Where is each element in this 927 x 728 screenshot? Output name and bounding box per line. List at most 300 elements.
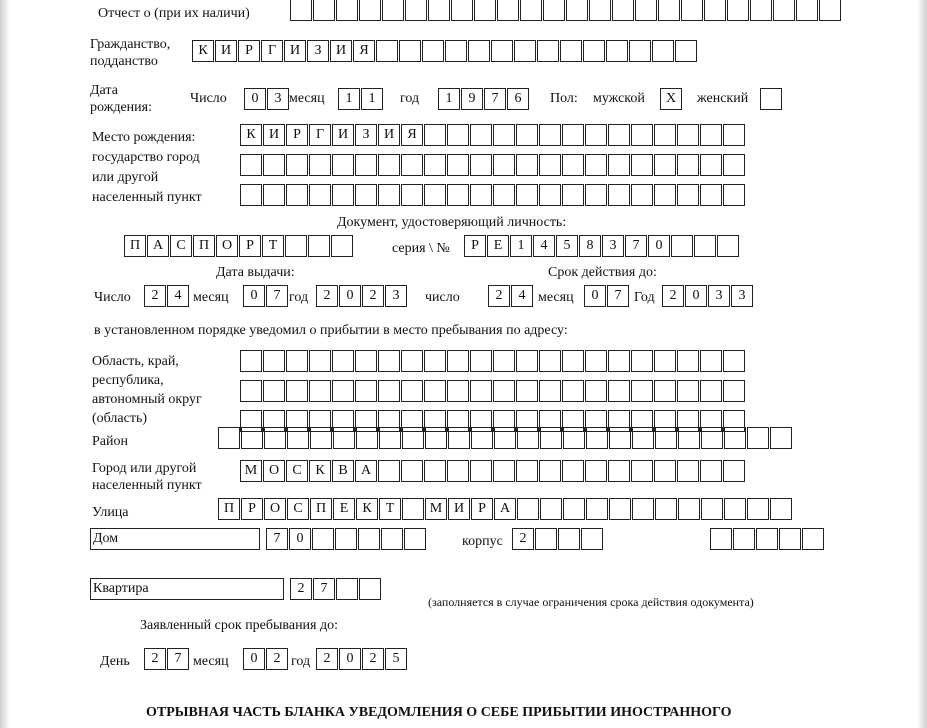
char-cell[interactable] bbox=[747, 427, 769, 449]
char-cell[interactable] bbox=[717, 235, 739, 257]
char-cell[interactable] bbox=[723, 460, 745, 482]
char-cell[interactable] bbox=[356, 427, 378, 449]
char-cell[interactable] bbox=[378, 350, 400, 372]
char-cell[interactable] bbox=[710, 528, 732, 550]
char-cell[interactable] bbox=[218, 427, 240, 449]
char-cell[interactable]: И bbox=[330, 40, 352, 62]
char-cell[interactable]: 2 bbox=[662, 285, 684, 307]
char-cell[interactable] bbox=[539, 380, 561, 402]
char-cell[interactable] bbox=[424, 350, 446, 372]
char-cell[interactable] bbox=[401, 380, 423, 402]
char-cell[interactable] bbox=[355, 380, 377, 402]
char-cell[interactable] bbox=[540, 427, 562, 449]
char-cell[interactable] bbox=[724, 427, 746, 449]
char-cell[interactable]: 3 bbox=[731, 285, 753, 307]
char-cell[interactable] bbox=[263, 184, 285, 206]
char-cell[interactable] bbox=[359, 0, 381, 21]
char-cell[interactable] bbox=[514, 40, 536, 62]
char-cell[interactable]: П bbox=[193, 235, 215, 257]
char-cell[interactable] bbox=[240, 350, 262, 372]
char-cell[interactable] bbox=[286, 184, 308, 206]
char-cell[interactable] bbox=[727, 0, 749, 21]
char-cell[interactable]: 3 bbox=[708, 285, 730, 307]
char-cell[interactable] bbox=[425, 427, 447, 449]
char-cell[interactable] bbox=[516, 184, 538, 206]
char-cell[interactable] bbox=[493, 124, 515, 146]
char-cell[interactable] bbox=[404, 528, 426, 550]
char-cell[interactable] bbox=[470, 350, 492, 372]
char-cell[interactable] bbox=[263, 350, 285, 372]
char-cell[interactable] bbox=[286, 380, 308, 402]
char-cell[interactable] bbox=[770, 498, 792, 520]
char-cell[interactable] bbox=[355, 350, 377, 372]
char-cell[interactable]: И bbox=[284, 40, 306, 62]
char-cell[interactable]: О bbox=[216, 235, 238, 257]
char-cell[interactable] bbox=[609, 427, 631, 449]
char-cell[interactable] bbox=[770, 427, 792, 449]
char-cell[interactable] bbox=[424, 460, 446, 482]
char-cell[interactable] bbox=[701, 498, 723, 520]
female-checkbox[interactable] bbox=[760, 88, 782, 110]
char-cell[interactable] bbox=[589, 0, 611, 21]
char-cell[interactable] bbox=[677, 350, 699, 372]
char-cell[interactable]: 0 bbox=[243, 648, 265, 670]
char-cell[interactable]: Р bbox=[471, 498, 493, 520]
char-cell[interactable] bbox=[750, 0, 772, 21]
char-cell[interactable] bbox=[632, 427, 654, 449]
char-cell[interactable]: Я bbox=[353, 40, 375, 62]
char-cell[interactable] bbox=[700, 380, 722, 402]
char-cell[interactable] bbox=[493, 184, 515, 206]
char-cell[interactable] bbox=[747, 498, 769, 520]
char-cell[interactable] bbox=[382, 0, 404, 21]
char-cell[interactable] bbox=[562, 380, 584, 402]
char-cell[interactable]: Я bbox=[401, 124, 423, 146]
char-cell[interactable] bbox=[447, 460, 469, 482]
char-cell[interactable] bbox=[493, 350, 515, 372]
char-cell[interactable] bbox=[632, 498, 654, 520]
char-cell[interactable] bbox=[405, 0, 427, 21]
char-cell[interactable]: П bbox=[218, 498, 240, 520]
char-cell[interactable] bbox=[376, 40, 398, 62]
char-cell[interactable] bbox=[681, 0, 703, 21]
char-cell[interactable] bbox=[700, 350, 722, 372]
char-cell[interactable] bbox=[585, 380, 607, 402]
char-cell[interactable] bbox=[562, 154, 584, 176]
char-cell[interactable] bbox=[493, 380, 515, 402]
char-cell[interactable] bbox=[540, 498, 562, 520]
char-cell[interactable] bbox=[701, 427, 723, 449]
char-cell[interactable] bbox=[313, 0, 335, 21]
char-cell[interactable]: 0 bbox=[685, 285, 707, 307]
char-cell[interactable]: Р bbox=[241, 498, 263, 520]
char-cell[interactable] bbox=[308, 235, 330, 257]
char-cell[interactable] bbox=[285, 235, 307, 257]
char-cell[interactable] bbox=[424, 184, 446, 206]
char-cell[interactable]: 4 bbox=[167, 285, 189, 307]
char-cell[interactable] bbox=[677, 184, 699, 206]
char-cell[interactable]: 2 bbox=[266, 648, 288, 670]
char-cell[interactable] bbox=[558, 528, 580, 550]
char-cell[interactable] bbox=[493, 460, 515, 482]
char-cell[interactable] bbox=[658, 0, 680, 21]
char-cell[interactable] bbox=[655, 427, 677, 449]
char-cell[interactable] bbox=[678, 498, 700, 520]
char-cell[interactable] bbox=[700, 154, 722, 176]
char-cell[interactable]: Г bbox=[261, 40, 283, 62]
char-cell[interactable]: И bbox=[215, 40, 237, 62]
char-cell[interactable]: Г bbox=[309, 124, 331, 146]
char-cell[interactable]: 1 bbox=[361, 88, 383, 110]
char-cell[interactable] bbox=[470, 184, 492, 206]
char-cell[interactable] bbox=[381, 528, 403, 550]
char-cell[interactable] bbox=[631, 350, 653, 372]
char-cell[interactable] bbox=[539, 184, 561, 206]
char-cell[interactable]: А bbox=[355, 460, 377, 482]
char-cell[interactable] bbox=[585, 154, 607, 176]
char-cell[interactable]: К bbox=[309, 460, 331, 482]
char-cell[interactable] bbox=[379, 427, 401, 449]
char-cell[interactable] bbox=[312, 528, 334, 550]
char-cell[interactable] bbox=[700, 184, 722, 206]
char-cell[interactable] bbox=[494, 427, 516, 449]
char-cell[interactable] bbox=[586, 427, 608, 449]
char-cell[interactable] bbox=[586, 498, 608, 520]
char-cell[interactable]: С bbox=[286, 460, 308, 482]
char-cell[interactable] bbox=[635, 0, 657, 21]
char-cell[interactable] bbox=[654, 124, 676, 146]
char-cell[interactable] bbox=[355, 184, 377, 206]
char-cell[interactable] bbox=[470, 154, 492, 176]
char-cell[interactable]: 2 bbox=[488, 285, 510, 307]
char-cell[interactable]: 0 bbox=[244, 88, 266, 110]
char-cell[interactable]: 0 bbox=[339, 648, 361, 670]
char-cell[interactable]: Т bbox=[262, 235, 284, 257]
char-cell[interactable]: 1 bbox=[510, 235, 532, 257]
char-cell[interactable] bbox=[451, 0, 473, 21]
char-cell[interactable] bbox=[470, 124, 492, 146]
char-cell[interactable] bbox=[445, 40, 467, 62]
char-cell[interactable] bbox=[560, 40, 582, 62]
char-cell[interactable]: 7 bbox=[625, 235, 647, 257]
char-cell[interactable] bbox=[608, 184, 630, 206]
char-cell[interactable] bbox=[378, 460, 400, 482]
char-cell[interactable] bbox=[608, 350, 630, 372]
char-cell[interactable]: 6 bbox=[507, 88, 529, 110]
char-cell[interactable]: Е bbox=[487, 235, 509, 257]
char-cell[interactable] bbox=[779, 528, 801, 550]
char-cell[interactable] bbox=[678, 427, 700, 449]
char-cell[interactable] bbox=[608, 460, 630, 482]
char-cell[interactable] bbox=[331, 235, 353, 257]
char-cell[interactable] bbox=[733, 528, 755, 550]
char-cell[interactable] bbox=[581, 528, 603, 550]
char-cell[interactable] bbox=[585, 460, 607, 482]
char-cell[interactable]: Е bbox=[333, 498, 355, 520]
char-cell[interactable] bbox=[700, 460, 722, 482]
char-cell[interactable]: Р bbox=[286, 124, 308, 146]
char-cell[interactable] bbox=[309, 184, 331, 206]
char-cell[interactable] bbox=[723, 350, 745, 372]
char-cell[interactable]: 2 bbox=[144, 648, 166, 670]
char-cell[interactable] bbox=[654, 460, 676, 482]
char-cell[interactable]: С bbox=[287, 498, 309, 520]
char-cell[interactable]: Р bbox=[464, 235, 486, 257]
char-cell[interactable] bbox=[671, 235, 693, 257]
char-cell[interactable] bbox=[401, 184, 423, 206]
char-cell[interactable]: К bbox=[240, 124, 262, 146]
char-cell[interactable] bbox=[539, 124, 561, 146]
male-checkbox[interactable]: Х bbox=[660, 88, 682, 110]
char-cell[interactable]: И bbox=[378, 124, 400, 146]
char-cell[interactable]: 2 bbox=[316, 648, 338, 670]
char-cell[interactable] bbox=[491, 40, 513, 62]
char-cell[interactable] bbox=[562, 124, 584, 146]
char-cell[interactable] bbox=[654, 350, 676, 372]
char-cell[interactable] bbox=[332, 350, 354, 372]
char-cell[interactable] bbox=[335, 528, 357, 550]
char-cell[interactable] bbox=[333, 427, 355, 449]
char-cell[interactable] bbox=[448, 427, 470, 449]
char-cell[interactable] bbox=[399, 40, 421, 62]
char-cell[interactable] bbox=[539, 154, 561, 176]
char-cell[interactable]: О bbox=[263, 460, 285, 482]
char-cell[interactable] bbox=[424, 380, 446, 402]
char-cell[interactable] bbox=[336, 578, 358, 600]
char-cell[interactable] bbox=[378, 154, 400, 176]
char-cell[interactable]: 7 bbox=[266, 528, 288, 550]
char-cell[interactable] bbox=[631, 154, 653, 176]
char-cell[interactable] bbox=[332, 154, 354, 176]
char-cell[interactable]: Р bbox=[238, 40, 260, 62]
char-cell[interactable]: А bbox=[494, 498, 516, 520]
char-cell[interactable] bbox=[240, 184, 262, 206]
char-cell[interactable]: 8 bbox=[579, 235, 601, 257]
char-cell[interactable] bbox=[723, 380, 745, 402]
char-cell[interactable] bbox=[585, 184, 607, 206]
char-cell[interactable] bbox=[563, 498, 585, 520]
char-cell[interactable] bbox=[723, 124, 745, 146]
char-cell[interactable] bbox=[516, 124, 538, 146]
char-cell[interactable] bbox=[543, 0, 565, 21]
char-cell[interactable]: 7 bbox=[484, 88, 506, 110]
char-cell[interactable] bbox=[539, 460, 561, 482]
char-cell[interactable] bbox=[562, 460, 584, 482]
char-cell[interactable]: И bbox=[263, 124, 285, 146]
char-cell[interactable]: 2 bbox=[362, 648, 384, 670]
char-cell[interactable]: Т bbox=[379, 498, 401, 520]
char-cell[interactable] bbox=[263, 380, 285, 402]
char-cell[interactable]: Р bbox=[239, 235, 261, 257]
char-cell[interactable] bbox=[631, 460, 653, 482]
char-cell[interactable] bbox=[654, 184, 676, 206]
char-cell[interactable] bbox=[309, 350, 331, 372]
char-cell[interactable] bbox=[756, 528, 778, 550]
char-cell[interactable]: 7 bbox=[607, 285, 629, 307]
char-cell[interactable]: П bbox=[124, 235, 146, 257]
char-cell[interactable] bbox=[585, 350, 607, 372]
char-cell[interactable]: 2 bbox=[362, 285, 384, 307]
char-cell[interactable]: 2 bbox=[144, 285, 166, 307]
char-cell[interactable] bbox=[447, 154, 469, 176]
char-cell[interactable]: 7 bbox=[266, 285, 288, 307]
char-cell[interactable] bbox=[585, 124, 607, 146]
char-cell[interactable] bbox=[773, 0, 795, 21]
char-cell[interactable] bbox=[562, 350, 584, 372]
char-cell[interactable]: С bbox=[170, 235, 192, 257]
char-cell[interactable] bbox=[612, 0, 634, 21]
char-cell[interactable] bbox=[629, 40, 651, 62]
char-cell[interactable] bbox=[263, 154, 285, 176]
char-cell[interactable]: 3 bbox=[602, 235, 624, 257]
char-cell[interactable] bbox=[470, 380, 492, 402]
char-cell[interactable]: 3 bbox=[385, 285, 407, 307]
char-cell[interactable]: 3 bbox=[267, 88, 289, 110]
char-cell[interactable] bbox=[310, 427, 332, 449]
char-cell[interactable]: 7 bbox=[167, 648, 189, 670]
char-cell[interactable] bbox=[355, 154, 377, 176]
char-cell[interactable]: 0 bbox=[648, 235, 670, 257]
char-cell[interactable] bbox=[654, 380, 676, 402]
char-cell[interactable] bbox=[359, 578, 381, 600]
char-cell[interactable]: 0 bbox=[584, 285, 606, 307]
char-cell[interactable] bbox=[652, 40, 674, 62]
char-cell[interactable] bbox=[447, 184, 469, 206]
char-cell[interactable]: 5 bbox=[385, 648, 407, 670]
char-cell[interactable] bbox=[724, 498, 746, 520]
char-cell[interactable]: В bbox=[332, 460, 354, 482]
char-cell[interactable] bbox=[309, 154, 331, 176]
char-cell[interactable] bbox=[264, 427, 286, 449]
char-cell[interactable] bbox=[516, 350, 538, 372]
char-cell[interactable] bbox=[286, 350, 308, 372]
char-cell[interactable] bbox=[700, 124, 722, 146]
char-cell[interactable] bbox=[677, 380, 699, 402]
char-cell[interactable] bbox=[286, 154, 308, 176]
char-cell[interactable] bbox=[240, 154, 262, 176]
char-cell[interactable] bbox=[516, 154, 538, 176]
char-cell[interactable]: З bbox=[307, 40, 329, 62]
char-cell[interactable] bbox=[583, 40, 605, 62]
char-cell[interactable]: 0 bbox=[289, 528, 311, 550]
char-cell[interactable]: П bbox=[310, 498, 332, 520]
char-cell[interactable] bbox=[447, 350, 469, 372]
char-cell[interactable] bbox=[378, 184, 400, 206]
char-cell[interactable] bbox=[402, 427, 424, 449]
char-cell[interactable] bbox=[290, 0, 312, 21]
char-cell[interactable] bbox=[470, 460, 492, 482]
char-cell[interactable]: 1 bbox=[438, 88, 460, 110]
char-cell[interactable] bbox=[428, 0, 450, 21]
char-cell[interactable]: К bbox=[356, 498, 378, 520]
char-cell[interactable] bbox=[358, 528, 380, 550]
char-cell[interactable] bbox=[606, 40, 628, 62]
char-cell[interactable] bbox=[723, 154, 745, 176]
char-cell[interactable]: М bbox=[240, 460, 262, 482]
char-cell[interactable] bbox=[723, 184, 745, 206]
char-cell[interactable] bbox=[631, 380, 653, 402]
char-cell[interactable]: 4 bbox=[533, 235, 555, 257]
char-cell[interactable]: 0 bbox=[339, 285, 361, 307]
char-cell[interactable] bbox=[424, 154, 446, 176]
char-cell[interactable] bbox=[447, 380, 469, 402]
char-cell[interactable] bbox=[497, 0, 519, 21]
char-cell[interactable] bbox=[401, 154, 423, 176]
char-cell[interactable] bbox=[654, 154, 676, 176]
char-cell[interactable]: 2 bbox=[316, 285, 338, 307]
char-cell[interactable]: И bbox=[448, 498, 470, 520]
char-cell[interactable]: 4 bbox=[511, 285, 533, 307]
char-cell[interactable]: А bbox=[147, 235, 169, 257]
char-cell[interactable] bbox=[240, 380, 262, 402]
char-cell[interactable] bbox=[796, 0, 818, 21]
char-cell[interactable] bbox=[336, 0, 358, 21]
char-cell[interactable]: 9 bbox=[461, 88, 483, 110]
char-cell[interactable] bbox=[401, 460, 423, 482]
char-cell[interactable]: 2 bbox=[512, 528, 534, 550]
char-cell[interactable] bbox=[424, 124, 446, 146]
char-cell[interactable] bbox=[677, 460, 699, 482]
char-cell[interactable] bbox=[402, 498, 424, 520]
char-cell[interactable] bbox=[631, 184, 653, 206]
char-cell[interactable]: 0 bbox=[243, 285, 265, 307]
char-cell[interactable]: 2 bbox=[290, 578, 312, 600]
char-cell[interactable] bbox=[608, 380, 630, 402]
char-cell[interactable]: О bbox=[264, 498, 286, 520]
char-cell[interactable] bbox=[539, 350, 561, 372]
char-cell[interactable] bbox=[378, 380, 400, 402]
char-cell[interactable] bbox=[422, 40, 444, 62]
char-cell[interactable] bbox=[819, 0, 841, 21]
char-cell[interactable] bbox=[520, 0, 542, 21]
char-cell[interactable] bbox=[493, 154, 515, 176]
char-cell[interactable] bbox=[287, 427, 309, 449]
char-cell[interactable] bbox=[704, 0, 726, 21]
char-cell[interactable]: 5 bbox=[556, 235, 578, 257]
char-cell[interactable]: И bbox=[332, 124, 354, 146]
char-cell[interactable] bbox=[608, 154, 630, 176]
char-cell[interactable] bbox=[566, 0, 588, 21]
char-cell[interactable]: М bbox=[425, 498, 447, 520]
char-cell[interactable] bbox=[675, 40, 697, 62]
char-cell[interactable] bbox=[694, 235, 716, 257]
char-cell[interactable] bbox=[655, 498, 677, 520]
char-cell[interactable] bbox=[332, 184, 354, 206]
char-cell[interactable] bbox=[537, 40, 559, 62]
char-cell[interactable]: 1 bbox=[338, 88, 360, 110]
char-cell[interactable] bbox=[608, 124, 630, 146]
char-cell[interactable] bbox=[471, 427, 493, 449]
char-cell[interactable]: 7 bbox=[313, 578, 335, 600]
char-cell[interactable] bbox=[677, 124, 699, 146]
char-cell[interactable] bbox=[516, 380, 538, 402]
char-cell[interactable] bbox=[563, 427, 585, 449]
char-cell[interactable] bbox=[474, 0, 496, 21]
char-cell[interactable] bbox=[468, 40, 490, 62]
char-cell[interactable] bbox=[332, 380, 354, 402]
char-cell[interactable] bbox=[802, 528, 824, 550]
char-cell[interactable]: К bbox=[192, 40, 214, 62]
char-cell[interactable] bbox=[677, 154, 699, 176]
char-cell[interactable] bbox=[562, 184, 584, 206]
char-cell[interactable] bbox=[401, 350, 423, 372]
char-cell[interactable] bbox=[517, 427, 539, 449]
char-cell[interactable]: З bbox=[355, 124, 377, 146]
char-cell[interactable] bbox=[609, 498, 631, 520]
char-cell[interactable] bbox=[309, 380, 331, 402]
char-cell[interactable] bbox=[535, 528, 557, 550]
char-cell[interactable] bbox=[517, 498, 539, 520]
